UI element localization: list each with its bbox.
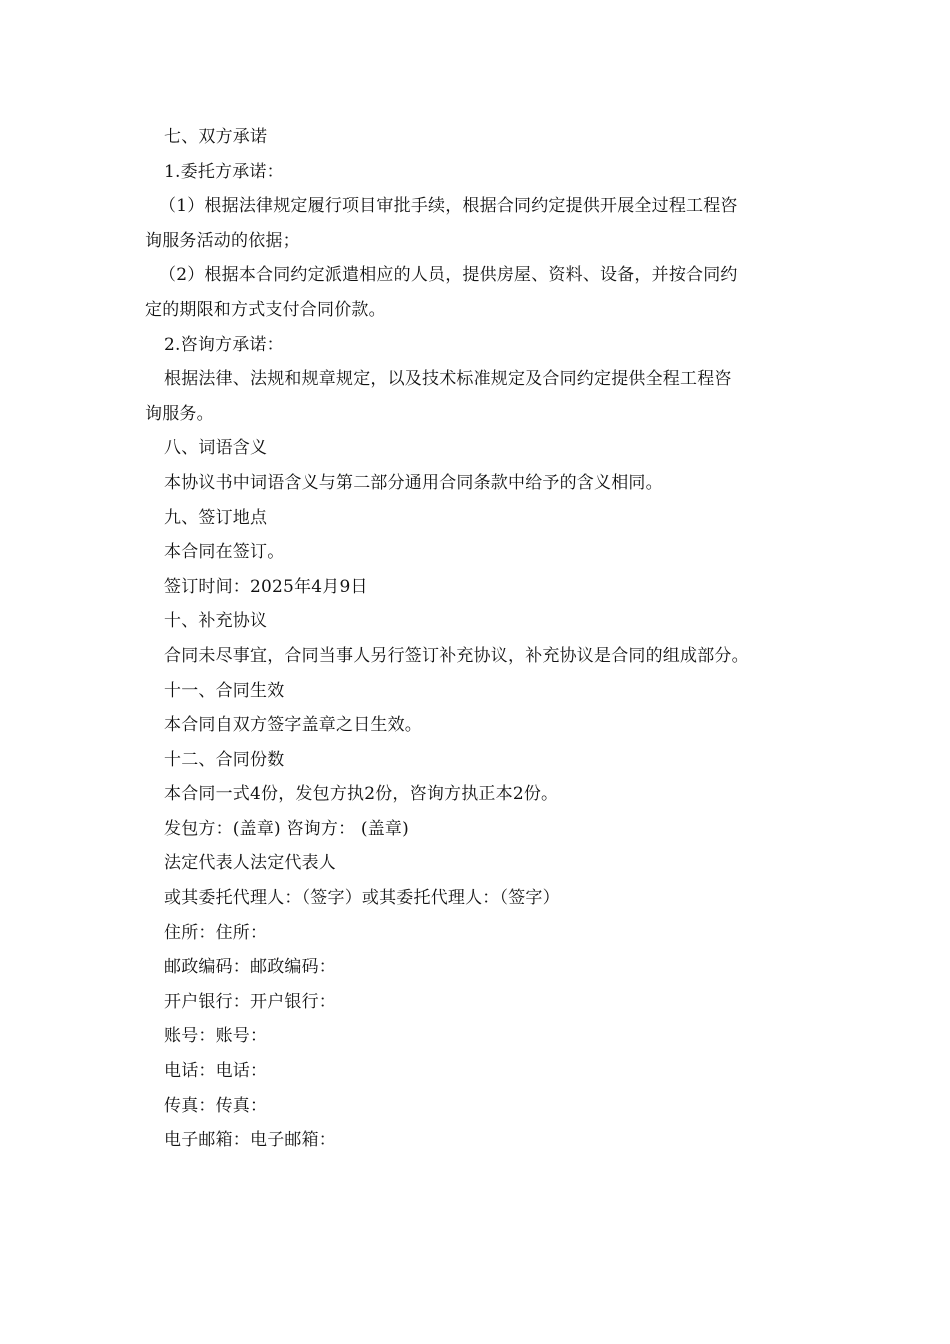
signature-agent: 或其委托代理人：（签字）或其委托代理人：（签字） <box>164 888 560 909</box>
section-heading-terms: 八、词语含义 <box>164 438 268 459</box>
paragraph-line: 询服务活动的依据； <box>145 230 300 251</box>
document-body <box>145 120 815 1158</box>
subheading-client-commitment: 1.委托方承诺： <box>164 161 284 182</box>
section-heading-supplement: 十、补充协议 <box>164 611 268 632</box>
signature-phone: 电话：电话： <box>164 1061 268 1082</box>
signature-postcode: 邮政编码：邮政编码： <box>164 957 336 978</box>
paragraph-line: 询服务。 <box>145 403 214 424</box>
paragraph-line: 本合同自双方签字盖章之日生效。 <box>164 715 422 736</box>
signature-email: 电子邮箱：电子邮箱： <box>164 1130 336 1151</box>
signature-fax: 传真：传真： <box>164 1095 268 1116</box>
signature-legal-rep: 法定代表人法定代表人 <box>164 853 336 874</box>
signature-account: 账号：账号： <box>164 1026 268 1047</box>
paragraph-line: 合同未尽事宜，合同当事人另行签订补充协议，补充协议是合同的组成部分。 <box>164 645 749 666</box>
paragraph-line: 本合同一式4份，发包方执2份，咨询方执正本2份。 <box>164 784 559 805</box>
subheading-consultant-commitment: 2.咨询方承诺： <box>164 334 284 355</box>
paragraph-line: 根据法律、法规和规章规定，以及技术标准规定及合同约定提供全程工程咨 <box>164 369 732 390</box>
signing-date: 签订时间：2025年4月9日 <box>164 576 368 597</box>
paragraph-line: （2）根据本合同约定派遣相应的人员，提供房屋、资料、设备，并按合同约 <box>159 265 738 286</box>
paragraph-line: 本协议书中词语含义与第二部分通用合同条款中给予的含义相同。 <box>164 472 663 493</box>
signature-address: 住所：住所： <box>164 922 268 943</box>
signature-parties: 发包方：(盖章) 咨询方： (盖章) <box>164 818 409 839</box>
section-heading-commitments: 七、双方承诺 <box>164 127 268 147</box>
section-heading-signing-place: 九、签订地点 <box>164 507 268 528</box>
paragraph-line: 定的期限和方式支付合同价款。 <box>145 299 386 320</box>
section-heading-copies: 十二、合同份数 <box>164 749 285 770</box>
paragraph-line: 本合同在签订。 <box>164 542 285 563</box>
section-heading-effectiveness: 十一、合同生效 <box>164 680 285 701</box>
paragraph-line: （1）根据法律规定履行项目审批手续，根据合同约定提供开展全过程工程咨 <box>159 196 738 217</box>
signature-bank: 开户银行：开户银行： <box>164 991 336 1012</box>
